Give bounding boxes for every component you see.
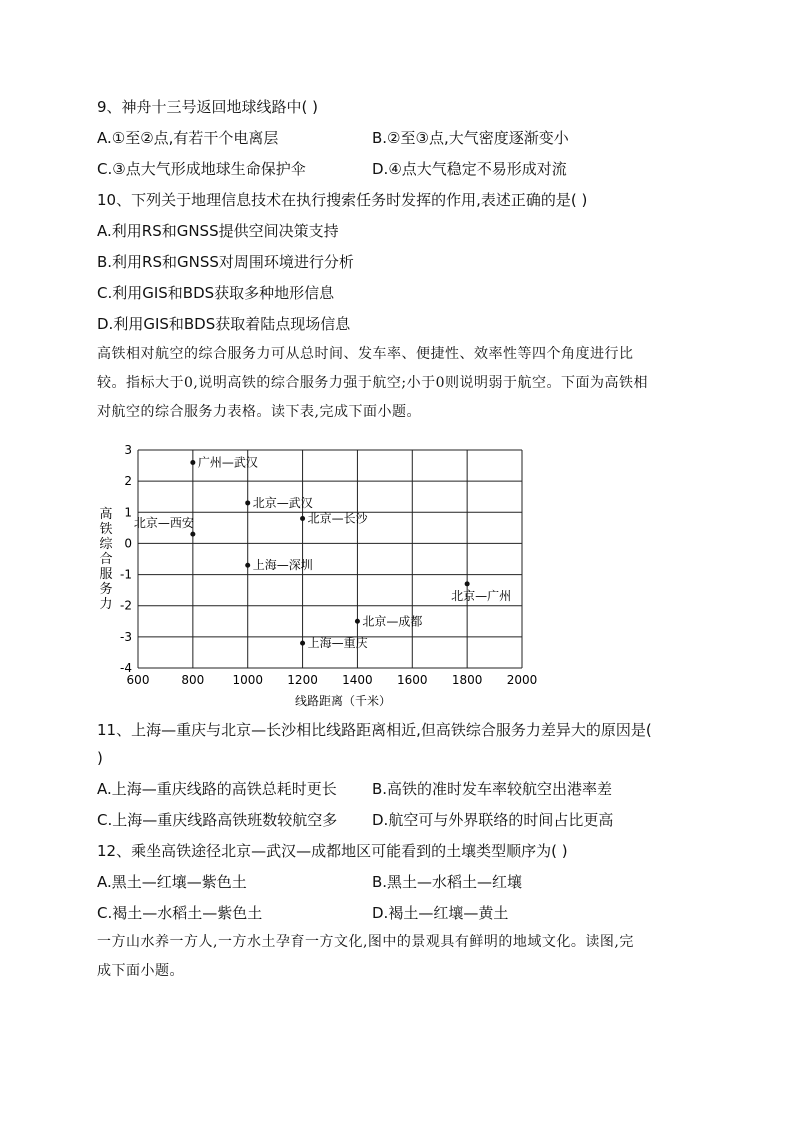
intro-paragraph-2 bbox=[97, 928, 697, 986]
service-capability-chart bbox=[90, 440, 550, 715]
data-point bbox=[465, 581, 470, 586]
data-point bbox=[245, 500, 250, 505]
intro-2-line-2: 成下面小题。 bbox=[97, 963, 184, 979]
x-tick-label: 1000 bbox=[232, 673, 263, 687]
intro-paragraph-1 bbox=[97, 340, 697, 427]
x-tick-label: 1200 bbox=[287, 673, 318, 687]
intro-1-line-3: 对航空的综合服务力表格。读下表,完成下面小题。 bbox=[97, 404, 421, 420]
data-point bbox=[300, 641, 305, 646]
y-tick-label: 0 bbox=[124, 536, 132, 551]
x-tick-label: 1600 bbox=[397, 673, 428, 687]
intro-2-line-1: 一方山水养一方人,一方水土孕育一方文化,图中的景观具有鲜明的地域文化。读图,完 bbox=[97, 934, 634, 950]
data-point-label: 北京—长沙 bbox=[307, 511, 368, 526]
x-tick-label: 800 bbox=[181, 673, 205, 687]
question-12-option-a: A.黑土—红壤—紫色土 bbox=[97, 873, 247, 891]
x-tick-label: 1800 bbox=[451, 673, 483, 687]
data-point-label: 北京—成都 bbox=[362, 614, 423, 629]
y-tick-label: 2 bbox=[124, 474, 132, 489]
intro-1-line-1: 高铁相对航空的综合服务力可从总时间、发车率、便捷性、效率性等四个角度进行比 bbox=[97, 346, 634, 362]
question-11-option-a: A.上海—重庆线路的高铁总耗时更长 bbox=[97, 780, 337, 798]
question-12-option-c: C.褐土—水稻土—紫色土 bbox=[97, 904, 263, 922]
x-tick-labels bbox=[127, 673, 538, 687]
data-point-label: 北京—西安 bbox=[133, 516, 194, 531]
question-10-option-c: C.利用GIS和BDS获取多种地形信息 bbox=[97, 284, 335, 302]
question-9-option-a: A.①至②点,有若干个电离层 bbox=[97, 129, 279, 147]
question-12-stem: 12、乘坐高铁途径北京—武汉—成都地区可能看到的土壤类型顺序为( ) bbox=[97, 842, 568, 860]
x-tick-label: 2000 bbox=[506, 673, 538, 687]
y-tick-label: -1 bbox=[120, 567, 132, 582]
question-10-option-b: B.利用RS和GNSS对周围环境进行分析 bbox=[97, 253, 354, 271]
data-point bbox=[355, 619, 360, 624]
question-10-option-d: D.利用GIS和BDS获取着陆点现场信息 bbox=[97, 315, 351, 333]
y-tick-label: -3 bbox=[120, 629, 132, 644]
question-9-option-c: C.③点大气形成地球生命保护伞 bbox=[97, 160, 306, 178]
y-axis-label: 高铁综合服务力 bbox=[99, 507, 113, 612]
data-point bbox=[190, 532, 195, 537]
y-tick-labels bbox=[120, 443, 132, 675]
question-12-option-b: B.黑土—水稻土—红壤 bbox=[372, 873, 523, 891]
intro-1-line-2: 较。指标大于0,说明高铁的综合服务力强于航空;小于0则说明弱于航空。下面为高铁相 bbox=[97, 375, 648, 391]
data-point bbox=[190, 460, 195, 465]
question-9-stem: 9、神舟十三号返回地球线路中( ) bbox=[97, 98, 319, 116]
data-point-label: 北京—广州 bbox=[451, 588, 512, 603]
data-point-label: 上海—重庆 bbox=[307, 636, 368, 651]
y-tick-label: -2 bbox=[120, 598, 132, 613]
y-tick-label: 1 bbox=[124, 505, 132, 520]
question-9-option-b: B.②至③点,大气密度逐渐变小 bbox=[372, 129, 569, 147]
x-tick-label: 600 bbox=[126, 673, 150, 687]
x-tick-label: 1400 bbox=[342, 673, 373, 687]
question-11-option-d: D.航空可与外界联络的时间占比更高 bbox=[372, 811, 614, 829]
question-12-option-d: D.褐土—红壤—黄土 bbox=[372, 904, 509, 922]
y-tick-label: 3 bbox=[124, 443, 132, 457]
data-point bbox=[300, 516, 305, 521]
question-9-option-d: D.④点大气稳定不易形成对流 bbox=[372, 160, 567, 178]
data-points bbox=[134, 454, 511, 650]
question-11-option-b: B.高铁的准时发车率较航空出港率差 bbox=[372, 780, 613, 798]
question-11-option-c: C.上海—重庆线路高铁班数较航空多 bbox=[97, 811, 338, 829]
data-point-label: 广州—武汉 bbox=[197, 455, 258, 470]
data-point-label: 上海—深圳 bbox=[252, 558, 313, 573]
data-point-label: 北京—武汉 bbox=[252, 495, 313, 510]
question-11-stem: 11、上海—重庆与北京—长沙相比线路距离相近,但高铁综合服务力差异大的原因是( bbox=[97, 721, 652, 739]
question-10-option-a: A.利用RS和GNSS提供空间决策支持 bbox=[97, 222, 339, 240]
x-axis-label: 线路距离（千米） bbox=[294, 694, 392, 708]
data-point bbox=[245, 563, 250, 568]
y-tick-label: -4 bbox=[120, 661, 132, 675]
question-10-stem: 10、下列关于地理信息技术在执行搜索任务时发挥的作用,表述正确的是( ) bbox=[97, 191, 588, 209]
question-11-stem-end: ) bbox=[97, 749, 103, 767]
